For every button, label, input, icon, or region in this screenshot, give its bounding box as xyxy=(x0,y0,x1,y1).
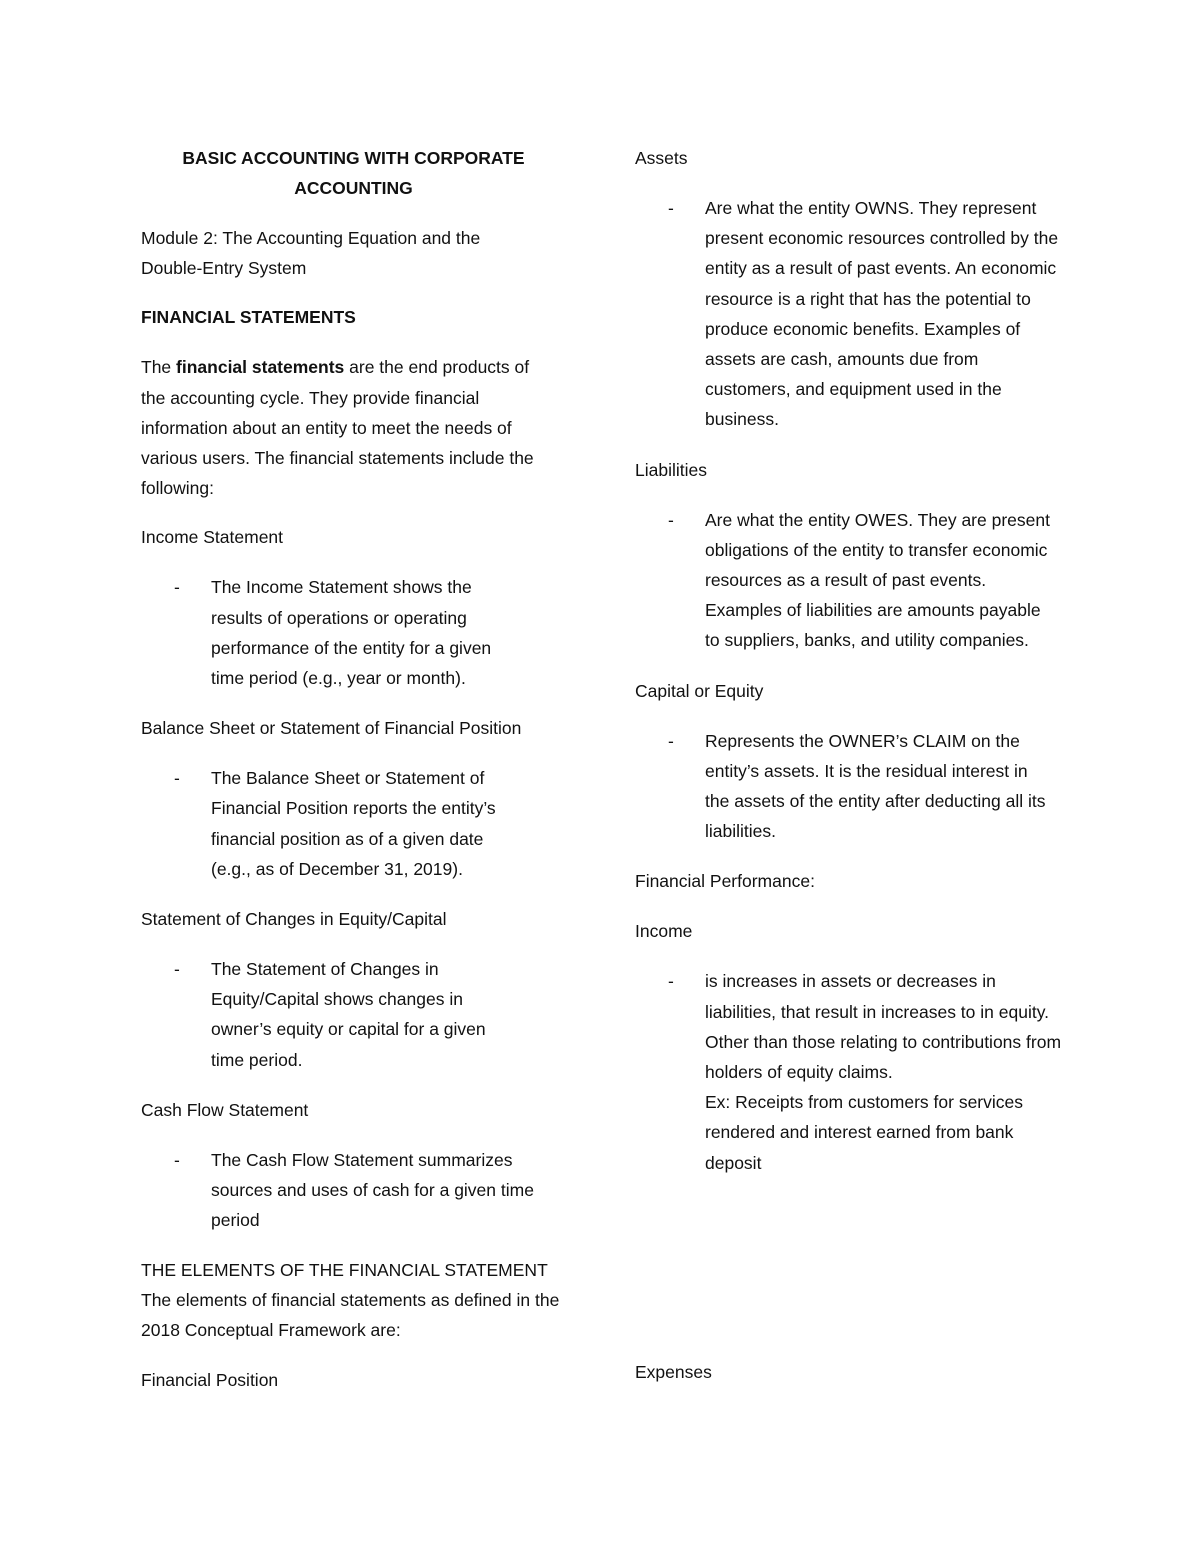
income-example: Ex: Receipts from customers for services rendered and interest earned from bank deposit xyxy=(705,1092,1023,1173)
cash-flow-text: The Cash Flow Statement summarizes sources and uses of cash for a given time period xyxy=(211,1149,534,1231)
cash-flow-item xyxy=(141,1145,551,1236)
income-item xyxy=(635,966,1065,1177)
title-line-2: ACCOUNTING xyxy=(294,178,413,198)
dash-marker: - xyxy=(668,730,674,751)
balance-sheet-label: Balance Sheet or Statement of Financial Position xyxy=(141,718,522,739)
intro-text-start: The xyxy=(141,357,177,378)
elements-text: The elements of financial statements as defined in the 2018 Conceptual Framework are: xyxy=(141,1290,560,1341)
financial-performance-label: Financial Performance: xyxy=(635,871,815,892)
left-column xyxy=(141,143,581,1415)
document-title xyxy=(141,143,566,203)
dash-marker: - xyxy=(174,1149,180,1170)
changes-in-equity-label: Statement of Changes in Equity/Capital xyxy=(141,909,447,930)
income-statement-label: Income Statement xyxy=(141,527,284,548)
capital-equity-item xyxy=(635,726,1055,847)
capital-equity-label: Capital or Equity xyxy=(635,680,764,701)
intro-text-end: are the end products of the accounting cycle. They provide financial information about an entity to meet the needs of various users. The financial statements include the following: xyxy=(141,357,534,499)
liabilities-text: Are what the entity OWES. They are present obligations of the entity to transfer economic resources as a result of past events. Examples of liabilities are amounts payable to suppliers, banks, and utility companies. xyxy=(705,509,1050,651)
dash-marker: - xyxy=(174,577,180,598)
expenses-label: Expenses xyxy=(635,1362,712,1382)
dash-marker: - xyxy=(174,768,180,789)
financial-statements-heading: FINANCIAL STATEMENTS xyxy=(141,307,356,328)
title-line-1: BASIC ACCOUNTING WITH CORPORATE xyxy=(182,148,525,168)
intro-paragraph xyxy=(141,352,553,503)
right-column xyxy=(635,143,1075,1382)
changes-in-equity-text: The Statement of Changes in Equity/Capital shows changes in owner’s equity or capital for a given time period. xyxy=(211,959,486,1070)
elements-heading: THE ELEMENTS OF THE FINANCIAL STATEMENT xyxy=(141,1260,548,1281)
financial-position-label: Financial Position xyxy=(141,1370,279,1391)
income-statement-text: The Income Statement shows the results of operations or operating performance of the entity for a given time period (e.g., year or month). xyxy=(211,577,492,689)
dash-marker: - xyxy=(668,971,674,992)
liabilities-item xyxy=(635,505,1055,656)
assets-label: Assets xyxy=(635,148,688,168)
liabilities-label: Liabilities xyxy=(635,459,707,480)
changes-in-equity-item xyxy=(141,954,511,1075)
assets-text: Are what the entity OWNS. They represent present economic resources controlled by the entity as a result of past events. An economic resource is a right that has the potential to produce economic benefits. Examples of assets are cash, amounts due from customers, and equipment used in the business. xyxy=(705,198,1059,430)
income-text: is increases in assets or decreases in liabilities, that result in increases to in equity. Other than those relating to contributions from holders of equity claims. xyxy=(705,971,1062,1083)
assets-item xyxy=(635,193,1060,435)
intro-bold-term: financial statements xyxy=(176,357,345,378)
income-label: Income xyxy=(635,921,693,942)
capital-equity-text: Represents the OWNER’s CLAIM on the entity’s assets. It is the residual interest in the assets of the entity after deducting all its liabilities. xyxy=(705,730,1046,842)
dash-marker: - xyxy=(668,509,674,530)
module-title: Module 2: The Accounting Equation and the Double-Entry System xyxy=(141,228,481,279)
balance-sheet-text: The Balance Sheet or Statement of Financial Position reports the entity’s financial position as of a given date (e.g., as of December 31, 2019). xyxy=(211,768,496,879)
cash-flow-label: Cash Flow Statement xyxy=(141,1099,309,1120)
income-statement-item xyxy=(141,572,521,693)
elements-section xyxy=(141,1255,571,1345)
dash-marker: - xyxy=(174,959,180,980)
dash-marker: - xyxy=(668,198,674,218)
balance-sheet-item xyxy=(141,763,521,884)
